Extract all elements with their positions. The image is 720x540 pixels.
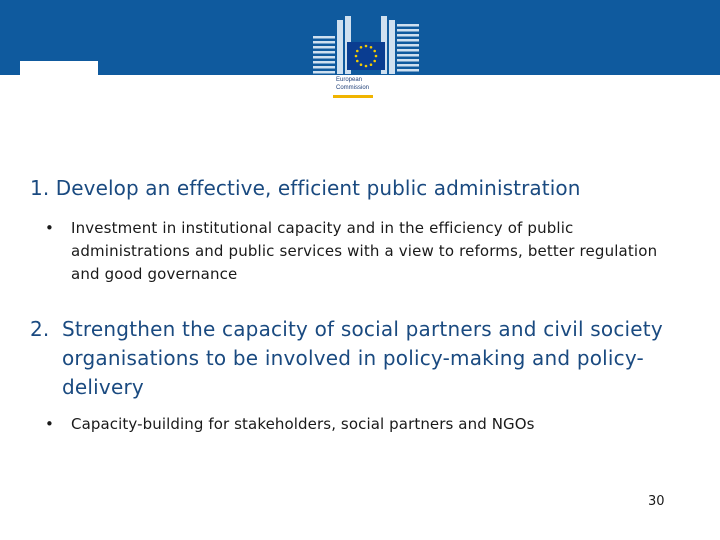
point-2-bullet <box>45 413 698 436</box>
point-2-title: Strengthen the capacity of social partners and civil society organisations to be involved in policy-making and policy-delivery <box>62 317 663 399</box>
bullet-icon: • <box>45 219 54 237</box>
point-1-bullet-text: Investment in institutional capacity and in the efficiency of public administrations and public services with a view to reforms, better regulation and good governance <box>71 219 658 283</box>
logo-caption-line1: European <box>336 77 363 83</box>
logo-caption-line2: Commission <box>336 85 370 91</box>
point-1-number: 1. <box>30 176 50 200</box>
point-2-heading <box>30 315 710 402</box>
point-1-title: Develop an effective, efficient public administration <box>55 176 581 200</box>
point-1-heading <box>30 176 580 200</box>
point-2-number: 2. <box>30 317 50 341</box>
bullet-icon: • <box>45 415 54 433</box>
point-2-bullet-text: Capacity-building for stakeholders, social partners and NGOs <box>71 415 535 433</box>
page-number: 30 <box>648 494 665 509</box>
point-1-bullet <box>45 217 678 286</box>
